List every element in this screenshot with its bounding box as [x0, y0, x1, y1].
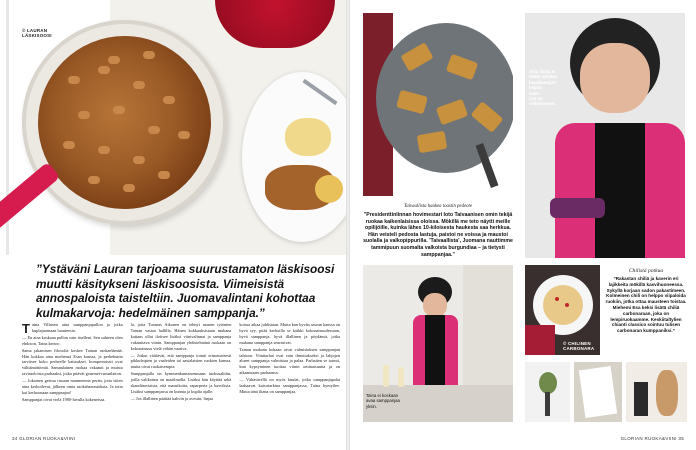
pasta-title: Chilistä potkua — [628, 268, 664, 274]
left-page — [0, 0, 346, 450]
right-page — [350, 0, 696, 450]
dropcap: T — [22, 321, 30, 336]
page-folio-right: GLORIAN RUOKA&VIINI 35 — [620, 436, 684, 441]
column-1: Taina Villanen aina samppanjapullon ja jotka kuplajuomaan luonteesta. — En aina koskaan pullon vain itselleni. Sen suhteen olen ehdoton, Taina kertoo. Sama jakamisen filosofia koskee Tainan ruokaelämää. Hän kokkaa aina miehensä Esan kanssa, ja perhekunta tarvitsee koko perheelle kattaukset, kompromissit ovat välttämättömiä. Samanlainen ruokaa vakaasti ja muista ravintoloista parhaaksi, jotka pitävät gourmet-ruoanlaiton. — Jokainen gestuu ruoaan mannerenia perän, jotta sitten aina kerhoilevat, jälkeen omia ruokaharrastuksia. Ja totta kai kerhoonaan samppanjaa! Samppanjat oivat vielä 1980-luvulla kokeneissa. — [22, 321, 123, 402]
kitchen-photo — [363, 265, 513, 422]
vase-photo — [626, 362, 687, 422]
pork-gravy — [38, 36, 211, 209]
page-folio-left: 34 GLORIAN RUOKA&VIINI — [12, 436, 76, 441]
book-photo — [574, 362, 622, 422]
photo-credit: © LAURAN LÄSKISOOSI — [22, 28, 52, 39]
column-2: la, joita Tuomas Aikonen on tehnyt monen tytönten Tainan vastaa hallilla. Hänen kokkauksistaan mukana kattaus ollut iloitsee lisäksi viinivalinnat ja samppanja vakuuttava viinin. Samppanjan yhdistelmänä ruokaan on kokonaisuus vielä vähän vaativa. — Jotkut väittävät, että samppanja toimii erinomaisesti pikkuleipien ja vaaleiden tai aasialaisten ruokien kanssa, mutta oivat ruokaisempia. Samppanjalla on kymmenkuntaisenmaan tuoksualttiin, joilla valikoima on maailmalla. Lisäksi hän käyttää sekä skandinaviaisia, että mansikoita, raparperia ja kasviksia. Lisäksi samppanjassa on kunnia ja kuplia ajalle. — Jos illallinen päättää kahvin ja avesiin, linjaa — [130, 322, 232, 401]
pike-toast-photo — [363, 13, 513, 196]
portrait-caption: Aina Taina ei malta odottaa haukilastujen leipiin, vaan syö ne sellaisenaan. — [529, 69, 557, 107]
portrait-photo — [525, 13, 685, 258]
hauki-quote: ”Presidenttinlinnan hovimestari Ioto Taivaanisen omin tekijä ruokaa kaikenlaisissa oloissa. Mökillä me teto näytti meille opilijöille, kuinka lähes 10-kiloisesta haukesta saa herkkua. Hän veisteli pedosta lastuja, paistoi ne voissa ja maustoi suolalla ja valkopippurilla. ’Taivaallista’, Juomana nauttimme tammipuun suomalta valkoista burgundiaa – ja tietysti samppanjaa.” — [363, 212, 513, 258]
mashed-potato — [285, 118, 331, 156]
food-caption: Taivaallista haukea toastin pedeote — [404, 204, 472, 209]
pasta-credit: © CHILINEN CARBONARA — [563, 341, 595, 352]
column-3: koissa aikaa juhlistaan. Mutta kun hyvän seuran kanssa on hyvä syy, pitää kerhoilla se kaikki kokonaisuudessaan, hyvä samppanja, hyvä illallinen ja pöydänsä, jotka mukana samppanja seurasivat. Tainan mukaan kokaan oivat valmistuksen samppanjan tahtoon. Viinitarhat ovat vain ilmoitukseksi ja lahjojen alueet samppanja valmistuu ja palaa. Parhaiten se toimii, kun kypsyminen tuottaa viinin ominaisuutta ja on aikaansaatu parhaansa. — Vähävärellä on myös kuulat, jotka samppanjapalat laahaavat kuivatarkina samppanjassa, Taina hymyilee. Mutta tänä iltana on samppanjaa. — [239, 322, 341, 394]
pasta-quote: ”Rakastan chiliä ja kaverin eri lajikkeita mökillä kasvihuoneessa. Sykyllä korjaan sadon pakastimeen. Kolmeinen chili on helppo viipaloida ruokiin, jotka ottaa mausteen toistaa. Miehemi Esa keksi lisätä chiliä carbonaraan, joka on lempiruokaamme. Keskiitaltylien chianti classico sointuu tulisen carbonaran kumppaniksi.” — [605, 276, 687, 334]
potato — [315, 175, 343, 203]
pull-quote: ”Ystäväni Lauran tarjoama suurustamaton läskisoosi muutti käsitykseni läskisoosista. Viimeisistä annospaloista taisteltiin. Juomavalintani kohottaa kulmakarvoja: hedelmäinen samppanja.” — [36, 262, 335, 320]
plant-photo — [525, 362, 570, 422]
lingonberry-bowl — [215, 0, 335, 48]
kitchen-caption: Taina ei koskaan avaa samppanjaa yksin. — [366, 393, 400, 409]
food-credit: © HAUKI- LASTUT — [403, 181, 425, 192]
pasta-text-block — [605, 268, 687, 334]
article-body — [22, 322, 340, 404]
frying-pan — [22, 20, 227, 225]
stew-photo — [0, 0, 346, 255]
pasta-photo — [525, 265, 600, 355]
